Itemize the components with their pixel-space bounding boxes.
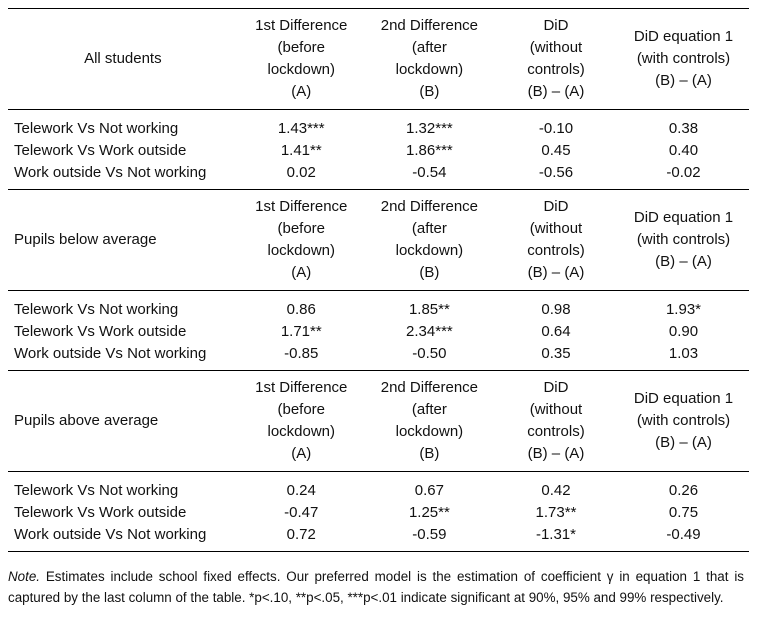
column-header [238, 371, 365, 472]
column-header-line: 1st Difference [255, 198, 348, 215]
table-cell: 2.34*** [406, 323, 453, 340]
column-header [365, 9, 494, 110]
section-title: All students [84, 50, 162, 67]
column-header-line: DiD equation 1 [633, 390, 734, 407]
table-cell: 0.64 [541, 323, 571, 340]
column-header [238, 9, 365, 110]
table-cell: 0.67 [414, 482, 444, 499]
column-header-line: 2nd Difference [380, 379, 479, 396]
table-cell: -1.31* [535, 526, 576, 543]
column-header [618, 9, 749, 110]
column-header-line: (B) [419, 83, 440, 100]
table-cell: 0.86 [286, 301, 316, 318]
table-cell: 0.02 [286, 164, 316, 181]
results-table [8, 8, 749, 552]
column-header-line: lockdown) [395, 242, 464, 259]
note-label: Note. [8, 569, 41, 584]
column-header-line: DiD [543, 198, 569, 215]
column-header-line: (A) [291, 83, 312, 100]
table-row [8, 502, 749, 524]
column-header-line: 2nd Difference [380, 198, 479, 215]
column-header-line: 2nd Difference [380, 17, 479, 34]
column-header-line: (B) – (A) [527, 83, 585, 100]
column-header-line: controls) [527, 242, 585, 259]
row-label: Telework Vs Not working [14, 120, 179, 137]
column-header-line: (after [411, 39, 447, 56]
section-header-row [8, 190, 749, 291]
column-header-line: (A) [291, 264, 312, 281]
column-header-line: (B) [419, 264, 440, 281]
column-header [494, 9, 618, 110]
column-header-line: 1st Difference [255, 379, 348, 396]
column-header [238, 190, 365, 291]
table-cell: 0.40 [668, 142, 699, 159]
column-header [618, 190, 749, 291]
column-header [494, 371, 618, 472]
table-cell: -0.47 [284, 504, 319, 521]
column-header-line: DiD equation 1 [633, 209, 734, 226]
table-cell: 1.85** [408, 301, 450, 318]
column-header [618, 371, 749, 472]
column-header-line: lockdown) [267, 242, 336, 259]
table-cell: 1.73** [535, 504, 577, 521]
column-header-line: (after [411, 220, 447, 237]
table-row [8, 291, 749, 322]
table-cell: 1.93* [665, 301, 702, 318]
table-row [8, 162, 749, 190]
row-label: Telework Vs Not working [14, 482, 179, 499]
column-header-line: lockdown) [395, 61, 464, 78]
column-header-line: (B) – (A) [655, 253, 712, 270]
row-label: Telework Vs Not working [14, 301, 179, 318]
column-header-line: controls) [527, 61, 585, 78]
table-cell: -0.50 [412, 345, 447, 362]
row-label: Telework Vs Work outside [14, 142, 187, 159]
row-label: Telework Vs Work outside [14, 504, 187, 521]
column-header-line: (with controls) [636, 231, 731, 248]
column-header [365, 190, 494, 291]
column-header-line: (before [277, 220, 326, 237]
column-header-line: controls) [527, 423, 585, 440]
table-cell: 0.26 [668, 482, 699, 499]
table-cell: 1.71** [280, 323, 322, 340]
table-cell: 0.45 [541, 142, 571, 159]
column-header-line: (B) – (A) [527, 445, 585, 462]
table-row [8, 472, 749, 503]
table-cell: 0.75 [668, 504, 699, 521]
section-header-row [8, 9, 749, 110]
table-cell: 1.86*** [406, 142, 453, 159]
column-header-line: lockdown) [267, 61, 336, 78]
column-header-line: (A) [291, 445, 312, 462]
note-text: Estimates include school fixed effects. Our preferred model is the estimation of coefficient γ in equation 1 that is captured by the last column of the table. *p<.10, **p<.05, ***p<.01 indicate significant at 90%, 95% and 99% respectively. [8, 569, 744, 605]
table-row [8, 343, 749, 371]
column-header-line: (without [529, 220, 583, 237]
column-header-line: 1st Difference [255, 17, 348, 34]
table-cell: -0.10 [538, 120, 574, 137]
table-cell: 0.90 [668, 323, 699, 340]
table-cell: 0.72 [286, 526, 316, 543]
table-cell: 1.32*** [406, 120, 453, 137]
column-header-line: DiD [543, 379, 569, 396]
column-header-line: (before [277, 401, 326, 418]
table-cell: 1.25** [408, 504, 450, 521]
row-label: Telework Vs Work outside [14, 323, 187, 340]
column-header-line: (B) – (A) [655, 72, 712, 89]
table-cell: 0.98 [541, 301, 571, 318]
table-row [8, 321, 749, 343]
table-cell: -0.02 [666, 164, 701, 181]
column-header-line: (B) – (A) [527, 264, 585, 281]
row-label: Work outside Vs Not working [14, 345, 207, 362]
column-header [494, 190, 618, 291]
table-note [8, 566, 744, 608]
column-header-line: (without [529, 39, 583, 56]
table-cell: 0.24 [286, 482, 316, 499]
column-header-line: lockdown) [395, 423, 464, 440]
column-header-line: (B) – (A) [655, 434, 712, 451]
table-cell: 0.38 [668, 120, 699, 137]
table-cell: -0.56 [538, 164, 574, 181]
section-title: Pupils above average [14, 412, 159, 429]
column-header-line: DiD equation 1 [633, 28, 734, 45]
column-header-line: (after [411, 401, 447, 418]
column-header-line: (B) [419, 445, 440, 462]
table-cell: 0.35 [541, 345, 571, 362]
column-header-line: DiD [543, 17, 569, 34]
table-cell: -0.85 [284, 345, 319, 362]
column-header [365, 371, 494, 472]
table-cell: 1.03 [668, 345, 699, 362]
column-header-line: (before [277, 39, 326, 56]
column-header-line: (with controls) [636, 412, 731, 429]
table-cell: 0.42 [541, 482, 571, 499]
table-cell: -0.49 [666, 526, 701, 543]
table-cell: 1.43*** [277, 120, 325, 137]
column-header-line: lockdown) [267, 423, 336, 440]
row-label: Work outside Vs Not working [14, 164, 207, 181]
column-header-line: (without [529, 401, 583, 418]
table-cell: -0.54 [412, 164, 447, 181]
column-header-line: (with controls) [636, 50, 731, 67]
section-header-row [8, 371, 749, 472]
row-label: Work outside Vs Not working [14, 526, 207, 543]
table-row [8, 110, 749, 141]
table-cell: 1.41** [280, 142, 322, 159]
section-title: Pupils below average [14, 231, 157, 248]
table-row [8, 140, 749, 162]
table-row [8, 524, 749, 552]
table-cell: -0.59 [412, 526, 447, 543]
